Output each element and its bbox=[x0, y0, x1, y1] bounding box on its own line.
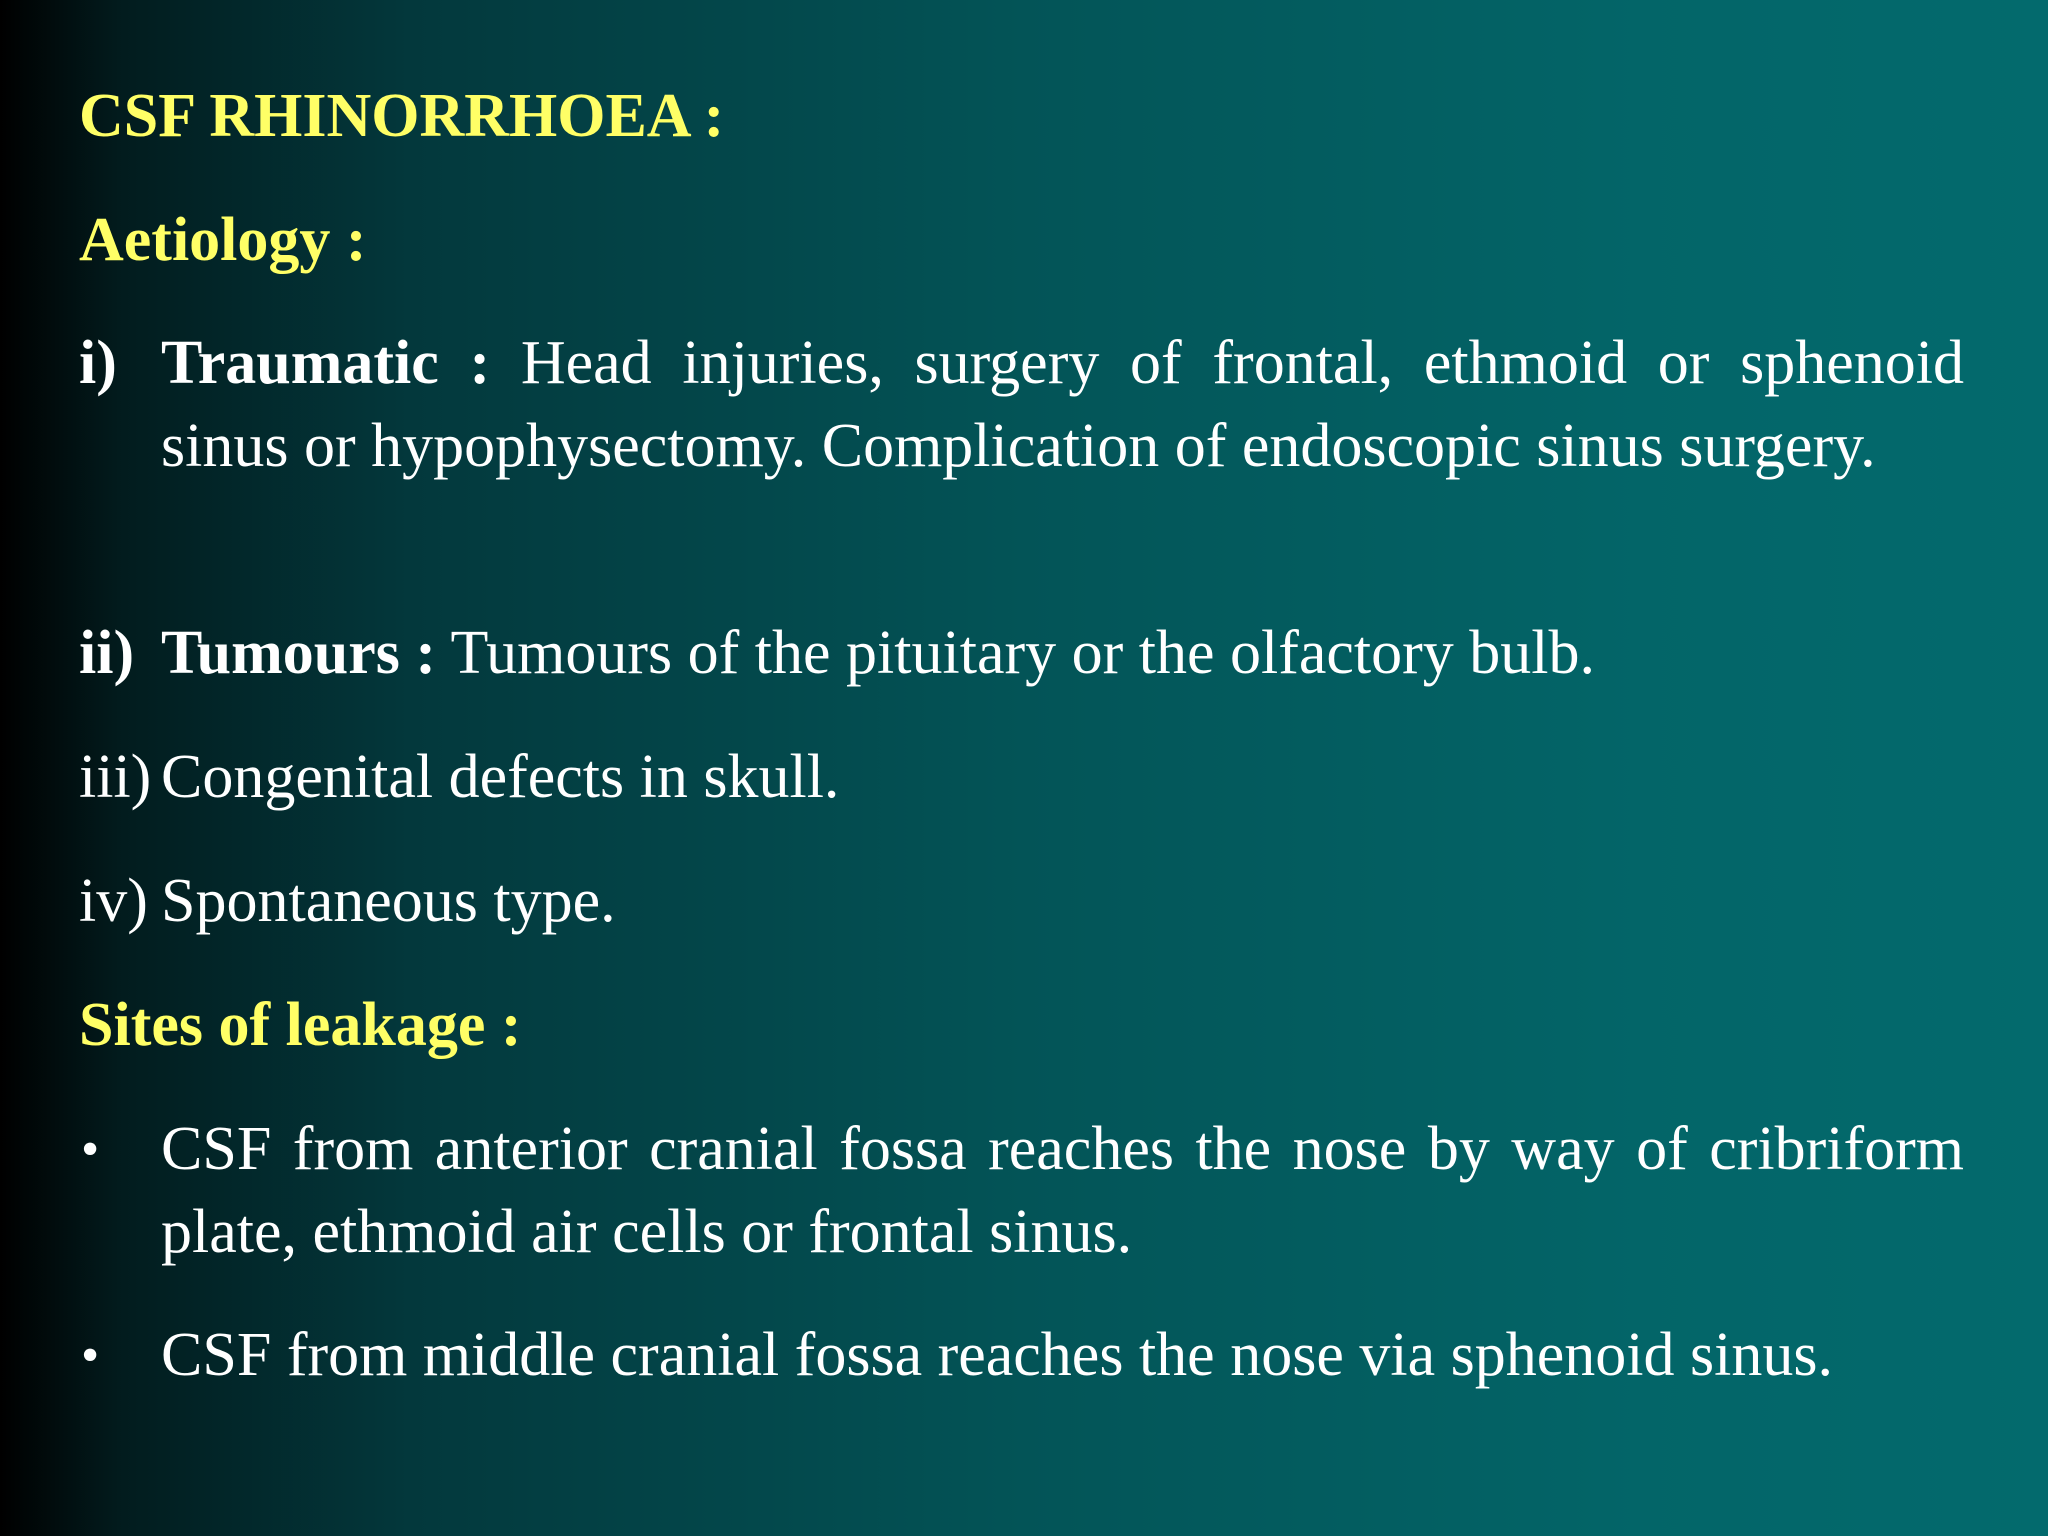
aetiology-item-congenital bbox=[79, 736, 1964, 819]
item-label: Traumatic : bbox=[161, 329, 491, 397]
aetiology-item-spontaneous bbox=[79, 860, 1964, 943]
item-body bbox=[161, 860, 1964, 943]
item-label: Tumours : bbox=[161, 619, 437, 687]
sites-item-middle bbox=[79, 1314, 1964, 1397]
item-marker: iv) bbox=[79, 867, 148, 935]
item-marker: iii) bbox=[79, 743, 152, 811]
item-body: CSF from middle cranial fossa reaches the nose via sphenoid sinus. bbox=[161, 1321, 1833, 1389]
aetiology-item-traumatic bbox=[79, 322, 1964, 488]
sites-item-anterior bbox=[79, 1108, 1964, 1274]
aetiology-item-tumours bbox=[79, 612, 1964, 695]
aetiology-heading: Aetiology : bbox=[79, 206, 367, 274]
item-marker: i) bbox=[79, 329, 117, 397]
item-marker: ii) bbox=[79, 619, 135, 687]
item-text: Head injuries, surgery of frontal, ethmoid or sphenoid sinus or hypophysectomy. Complication of endoscopic sinus surgery. bbox=[161, 329, 1964, 480]
item-body bbox=[161, 612, 1964, 695]
item-text: Tumours of the pituitary or the olfactory bulb. bbox=[450, 619, 1596, 687]
slide-title: CSF RHINORRHOEA : bbox=[79, 82, 725, 150]
item-body bbox=[161, 736, 1964, 819]
sites-heading: Sites of leakage : bbox=[79, 991, 522, 1059]
item-body bbox=[161, 322, 1964, 488]
item-body: CSF from anterior cranial fossa reaches the nose by way of cribriform plate, ethmoid air cells or frontal sinus. bbox=[161, 1115, 1964, 1266]
bullet-icon: • bbox=[81, 1327, 100, 1384]
item-text: Congenital defects in skull. bbox=[161, 743, 840, 811]
bullet-icon: • bbox=[81, 1121, 100, 1178]
item-text: Spontaneous type. bbox=[161, 867, 616, 935]
